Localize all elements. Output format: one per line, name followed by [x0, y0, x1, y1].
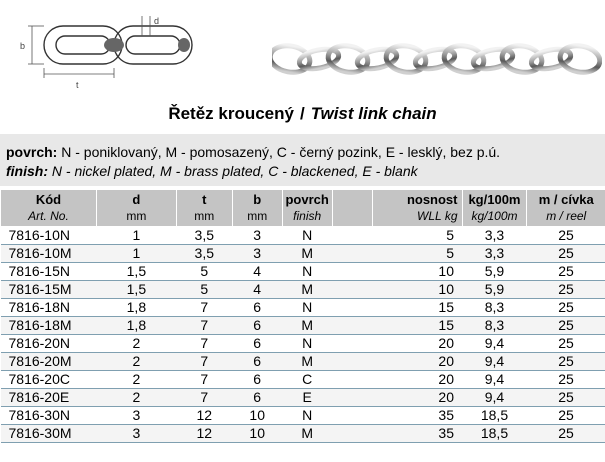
cell-finish: M — [282, 352, 332, 370]
cell-t: 5 — [176, 262, 232, 280]
header-d: d — [96, 190, 176, 208]
spec-table — [0, 190, 605, 443]
twist-chain-photo — [272, 28, 602, 90]
header-weight: kg/100m — [462, 208, 527, 226]
cell-reel: 25 — [527, 388, 605, 406]
cell-t: 12 — [176, 406, 232, 424]
cell-b: 6 — [232, 334, 282, 352]
cell-weight: 8,3 — [462, 316, 527, 334]
finish-legend-czech — [6, 143, 605, 162]
chain-link-shape — [558, 43, 602, 76]
table-row — [1, 406, 605, 424]
cell-blank — [332, 298, 372, 316]
cell-code: 7816-30M — [1, 424, 97, 442]
table-row — [1, 316, 605, 334]
header-code: Art. No. — [1, 208, 97, 226]
cell-d: 1 — [96, 226, 176, 244]
page-title — [0, 104, 605, 126]
cell-code: 7816-15M — [1, 280, 97, 298]
cell-finish: C — [282, 370, 332, 388]
cell-code: 7816-20M — [1, 352, 97, 370]
cell-weight: 9,4 — [462, 352, 527, 370]
table-row — [1, 226, 605, 244]
cell-weight: 5,9 — [462, 262, 527, 280]
cell-t: 5 — [176, 280, 232, 298]
cell-wll: 10 — [372, 262, 462, 280]
cell-code: 7816-20C — [1, 370, 97, 388]
cell-finish: N — [282, 406, 332, 424]
cell-blank — [332, 406, 372, 424]
cell-reel: 25 — [527, 406, 605, 424]
finish-text-czech: N - poniklovaný, M - pomosazený, C - černý pozink, E - lesklý, bez p.ú. — [61, 144, 501, 160]
dim-label-d: d — [154, 16, 160, 26]
cell-t: 7 — [176, 334, 232, 352]
cell-code: 7816-15N — [1, 262, 97, 280]
cell-b: 6 — [232, 352, 282, 370]
cell-weight: 9,4 — [462, 370, 527, 388]
cell-d: 2 — [96, 352, 176, 370]
dim-label-t: t — [76, 80, 79, 90]
cell-d: 3 — [96, 406, 176, 424]
cell-b: 6 — [232, 388, 282, 406]
cell-code: 7816-10N — [1, 226, 97, 244]
cell-code: 7816-20N — [1, 334, 97, 352]
cell-reel: 25 — [527, 226, 605, 244]
cell-reel: 25 — [527, 424, 605, 442]
cell-weight: 9,4 — [462, 388, 527, 406]
cell-reel: 25 — [527, 244, 605, 262]
cell-blank — [332, 316, 372, 334]
spec-table-body — [1, 226, 605, 442]
cell-wll: 20 — [372, 352, 462, 370]
cell-b: 10 — [232, 406, 282, 424]
header-finish: povrch — [282, 190, 332, 208]
cell-weight: 3,3 — [462, 226, 527, 244]
cell-b: 4 — [232, 280, 282, 298]
cell-wll: 20 — [372, 370, 462, 388]
cell-b: 6 — [232, 370, 282, 388]
header-finish: finish — [282, 208, 332, 226]
cell-b: 3 — [232, 226, 282, 244]
cell-blank — [332, 424, 372, 442]
header-weight: kg/100m — [462, 190, 527, 208]
cell-finish: N — [282, 262, 332, 280]
cell-d: 1,8 — [96, 316, 176, 334]
cell-finish: M — [282, 280, 332, 298]
chain-dimension-drawing — [14, 12, 194, 98]
header-wll: nosnost — [372, 190, 462, 208]
cell-code: 7816-18M — [1, 316, 97, 334]
table-row — [1, 334, 605, 352]
cell-d: 1,5 — [96, 262, 176, 280]
table-row — [1, 280, 605, 298]
table-row — [1, 262, 605, 280]
cell-weight: 5,9 — [462, 280, 527, 298]
cell-b: 10 — [232, 424, 282, 442]
cell-wll: 35 — [372, 406, 462, 424]
dim-label-b: b — [20, 41, 26, 51]
cell-reel: 25 — [527, 370, 605, 388]
cell-b: 4 — [232, 262, 282, 280]
cell-t: 12 — [176, 424, 232, 442]
finish-legend-english — [6, 162, 605, 181]
cell-weight: 3,3 — [462, 244, 527, 262]
cell-wll: 10 — [372, 280, 462, 298]
header-reel: m / reel — [527, 208, 605, 226]
table-row — [1, 388, 605, 406]
cell-reel: 25 — [527, 316, 605, 334]
cell-finish: M — [282, 316, 332, 334]
cell-blank — [332, 370, 372, 388]
cell-wll: 15 — [372, 298, 462, 316]
cell-d: 3 — [96, 424, 176, 442]
header-reel: m / cívka — [527, 190, 605, 208]
cell-b: 6 — [232, 316, 282, 334]
cell-wll: 20 — [372, 388, 462, 406]
header-d: mm — [96, 208, 176, 226]
cell-reel: 25 — [527, 298, 605, 316]
finish-text-english: N - nickel plated, M - brass plated, C - blackened, E - blank — [51, 163, 418, 179]
header-t: t — [176, 190, 232, 208]
title-separator: / — [299, 104, 305, 123]
header-blank — [332, 190, 372, 208]
cell-finish: N — [282, 334, 332, 352]
cell-finish: N — [282, 226, 332, 244]
cell-weight: 18,5 — [462, 424, 527, 442]
finish-label-czech: povrch: — [6, 144, 58, 160]
cell-wll: 15 — [372, 316, 462, 334]
table-row — [1, 298, 605, 316]
cell-weight: 18,5 — [462, 406, 527, 424]
cell-d: 2 — [96, 388, 176, 406]
cell-t: 3,5 — [176, 226, 232, 244]
cell-t: 7 — [176, 370, 232, 388]
header-b: mm — [232, 208, 282, 226]
cell-d: 1,8 — [96, 298, 176, 316]
cell-code: 7816-18N — [1, 298, 97, 316]
cell-reel: 25 — [527, 280, 605, 298]
cell-blank — [332, 280, 372, 298]
cell-blank — [332, 352, 372, 370]
cell-wll: 35 — [372, 424, 462, 442]
cell-t: 7 — [176, 298, 232, 316]
header-wll: WLL kg — [372, 208, 462, 226]
cell-t: 3,5 — [176, 244, 232, 262]
finish-legend — [0, 134, 605, 186]
cell-blank — [332, 262, 372, 280]
title-english: Twist link chain — [310, 104, 437, 123]
cell-finish: M — [282, 244, 332, 262]
cell-finish: E — [282, 388, 332, 406]
cell-wll: 5 — [372, 226, 462, 244]
cell-blank — [332, 334, 372, 352]
cell-wll: 5 — [372, 244, 462, 262]
cell-reel: 25 — [527, 262, 605, 280]
cell-code: 7816-10M — [1, 244, 97, 262]
header-blank — [332, 208, 372, 226]
cell-t: 7 — [176, 352, 232, 370]
header-code: Kód — [1, 190, 97, 208]
cell-d: 1,5 — [96, 280, 176, 298]
header-b: b — [232, 190, 282, 208]
product-figures — [0, 0, 605, 100]
cell-b: 6 — [232, 298, 282, 316]
cell-blank — [332, 226, 372, 244]
cell-finish: N — [282, 298, 332, 316]
cell-d: 2 — [96, 370, 176, 388]
cell-b: 3 — [232, 244, 282, 262]
cell-blank — [332, 244, 372, 262]
spec-table-header — [1, 190, 605, 226]
cell-reel: 25 — [527, 334, 605, 352]
table-row — [1, 352, 605, 370]
cell-d: 1 — [96, 244, 176, 262]
cell-reel: 25 — [527, 352, 605, 370]
cell-finish: M — [282, 424, 332, 442]
header-t: mm — [176, 208, 232, 226]
table-row — [1, 244, 605, 262]
title-czech: Řetěz kroucený — [168, 104, 294, 123]
cell-blank — [332, 388, 372, 406]
cell-weight: 9,4 — [462, 334, 527, 352]
table-row — [1, 424, 605, 442]
cell-t: 7 — [176, 388, 232, 406]
cell-code: 7816-30N — [1, 406, 97, 424]
cell-t: 7 — [176, 316, 232, 334]
cell-d: 2 — [96, 334, 176, 352]
cell-code: 7816-20E — [1, 388, 97, 406]
finish-label-english: finish: — [6, 163, 48, 179]
cell-wll: 20 — [372, 334, 462, 352]
cell-weight: 8,3 — [462, 298, 527, 316]
table-row — [1, 370, 605, 388]
